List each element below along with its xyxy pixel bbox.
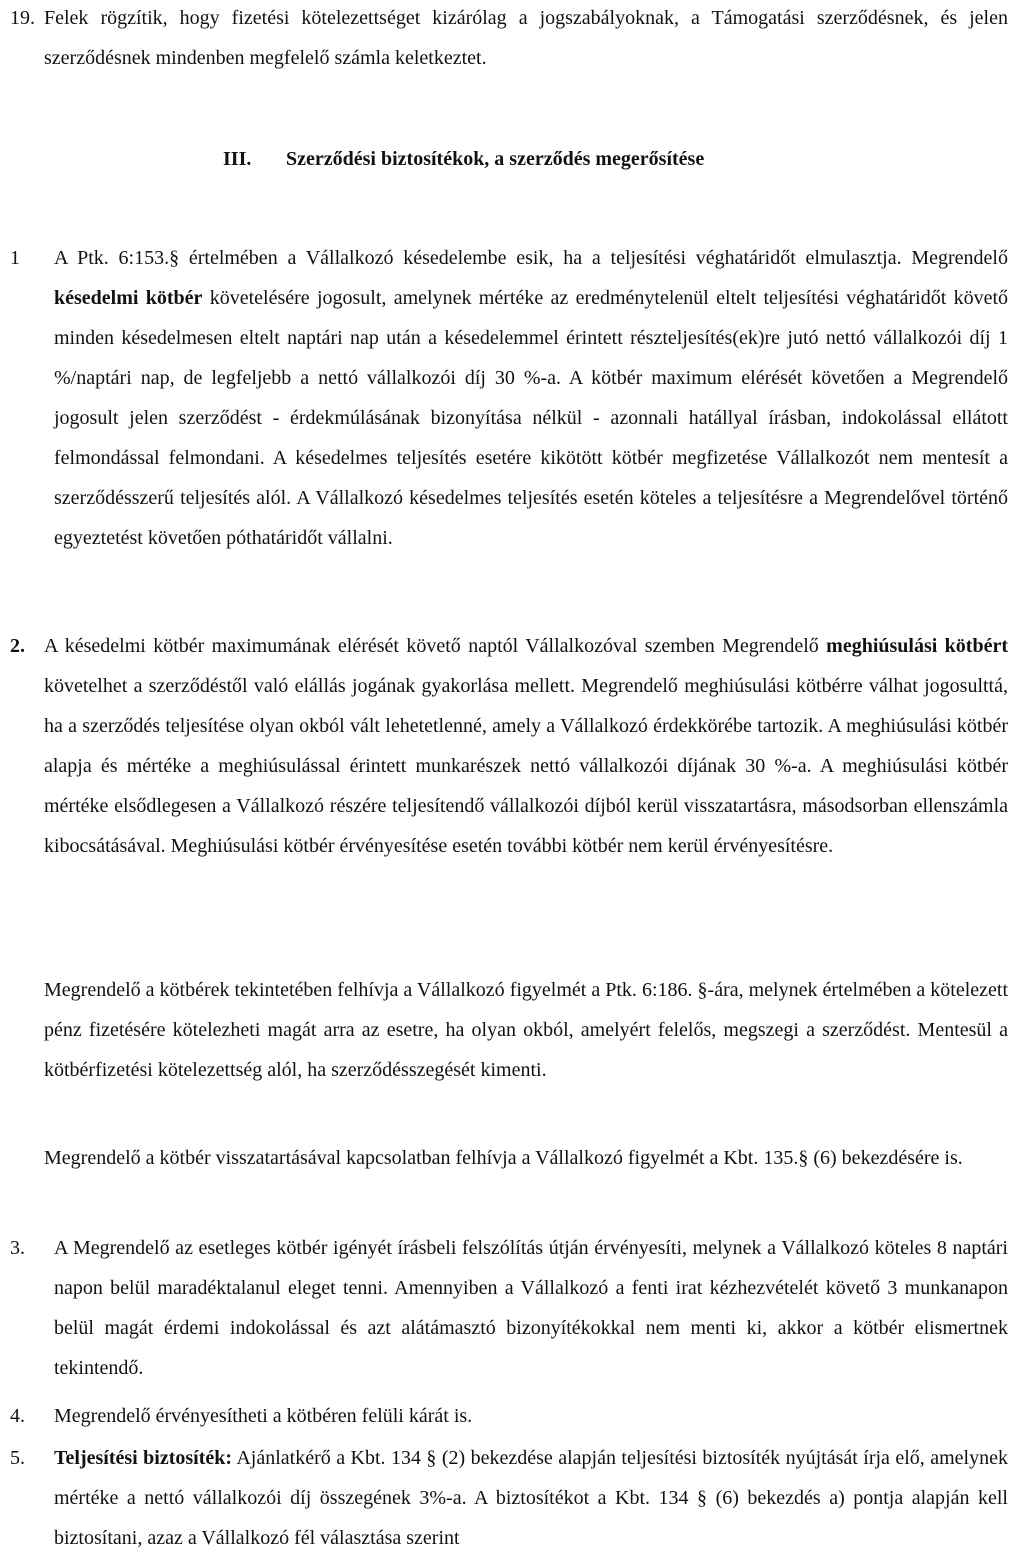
text-segment: A késedelmi kötbér maximumának elérését követő naptól Vállalkozóval szemben Megrendelő <box>44 635 827 657</box>
paragraph-2-note-2: Megrendelő a kötbér visszatartásával kapcsolatban felhívja a Vállalkozó figyelmét a Kbt. 135.§ (6) bekezdésére is. <box>44 1147 963 1169</box>
paragraph-2-note-1: Megrendelő a kötbérek tekintetében felhívja a Vállalkozó figyelmét a Ptk. 6:186. §-ára, melynek értelmében a kötelezett pénz fizetésére kötelezheti magát arra az esetre, ha olyan okból, amelyért felelős, megszegi a szerződést. Mentesül a kötbérfizetési kötelezettség alól, ha szerződésszegését kimenti. <box>44 979 1008 1081</box>
paragraph-text: Felek rögzítik, hogy fizetési kötelezettséget kizárólag a jogszabályoknak, a Támogatási szerződésnek, és jelen szerződésnek mindenben megfelelő számla keletkeztet. <box>44 7 1008 69</box>
paragraph-5 <box>10 1438 1008 1558</box>
paragraph-19 <box>10 0 1008 78</box>
text-segment: követelhet a szerződéstől való elállás jogának gyakorlása mellett. Megrendelő meghiúsulási kötbérre válhat jogosulttá, ha a szerződés teljesítése olyan okból vált lehetetlenné, amely a Vállalkozó érdekkörébe tartozik. A meghiúsulási kötbér alapja és mértéke a meghiúsulással érintett munkarészek nettó vállalkozói díjának 30 %-a. A meghiúsulási kötbér mértéke elsődlegesen a Vállalkozó részére teljesítendő vállalkozói díjból kerül visszatartásra, másodsorban ellenszámla kibocsátásával. Meghiúsulási kötbér érvényesítése esetén további kötbér nem kerül érvényesítésre. <box>44 675 1008 857</box>
paragraph-number: 4. <box>10 1405 25 1427</box>
text-segment: Ajánlatkérő a Kbt. 134 § (2) bekezdése alapján teljesítési biztosíték nyújtását írja elő, amelynek mértéke a nettó vállalkozói díj összegének 3%-a. A biztosítékot a Kbt. 134 § (6) bekezdés a) pontja alapján kell biztosítani, azaz a Vállalkozó fél választása szerint <box>54 1447 1008 1549</box>
paragraph-text <box>54 1438 1008 1558</box>
bold-term: késedelmi kötbér <box>54 287 203 309</box>
bold-term: Teljesítési biztosíték: <box>54 1447 233 1469</box>
paragraph-number: 2. <box>10 635 25 657</box>
text-segment: követelésére jogosult, amelynek mértéke az eredménytelenül eltelt teljesítési véghatáridőt követő minden késedelmesen eltelt naptári nap után a késedelemmel érintett részteljesítés(ek)re jutó nettó vállalkozói díj 1 %/naptári nap, de legfeljebb a nettó vállalkozói díj 30 %-a. A kötbér maximum elérését követően a Megrendelő jogosult jelen szerződést - érdekmúlásának bizonyítása nélkül - azonnali hatállyal írásban, indokolással ellátott felmondással felmondani. A késedelmes teljesítés esetére kikötött kötbér megfizetése Vállalkozót nem mentesít a szerződésszerű teljesítés alól. A Vállalkozó késedelmes teljesítés esetén köteles a teljesítésre a Megrendelővel történő egyeztetést követően póthatáridőt vállalni. <box>54 287 1008 549</box>
section-title: Szerződési biztosítékok, a szerződés megerősítése <box>286 148 705 170</box>
paragraph-4 <box>10 1396 1008 1436</box>
paragraph-text <box>54 238 1008 558</box>
paragraph-3 <box>10 1228 1008 1388</box>
paragraph-2 <box>10 626 1008 866</box>
paragraph-1 <box>10 238 1008 558</box>
paragraph-number: 3. <box>10 1237 25 1259</box>
paragraph-text: A Megrendelő az esetleges kötbér igényét írásbeli felszólítás útján érvényesíti, melynek a Vállalkozó köteles 8 naptári napon belül maradéktalanul eleget tenni. Amennyiben a Vállalkozó a fenti irat kézhezvételét követő 3 munkanapon belül magát érdemi indokolással és azt alátámasztó bizonyítékokkal nem menti ki, akkor a kötbér elismertnek tekintendő. <box>54 1237 1008 1379</box>
paragraph-text <box>44 626 1008 866</box>
text-segment: A Ptk. 6:153.§ értelmében a Vállalkozó késedelembe esik, ha a teljesítési véghatáridőt elmulasztja. Megrendelő <box>54 247 1008 269</box>
paragraph-number: 19. <box>10 7 35 29</box>
paragraph-text: Megrendelő érvényesítheti a kötbéren felüli kárát is. <box>54 1405 473 1427</box>
paragraph-number: 5. <box>10 1447 25 1469</box>
paragraph-number: 1 <box>10 247 20 269</box>
bold-term: meghiúsulási kötbért <box>826 635 1009 657</box>
section-number: III. <box>223 148 252 170</box>
